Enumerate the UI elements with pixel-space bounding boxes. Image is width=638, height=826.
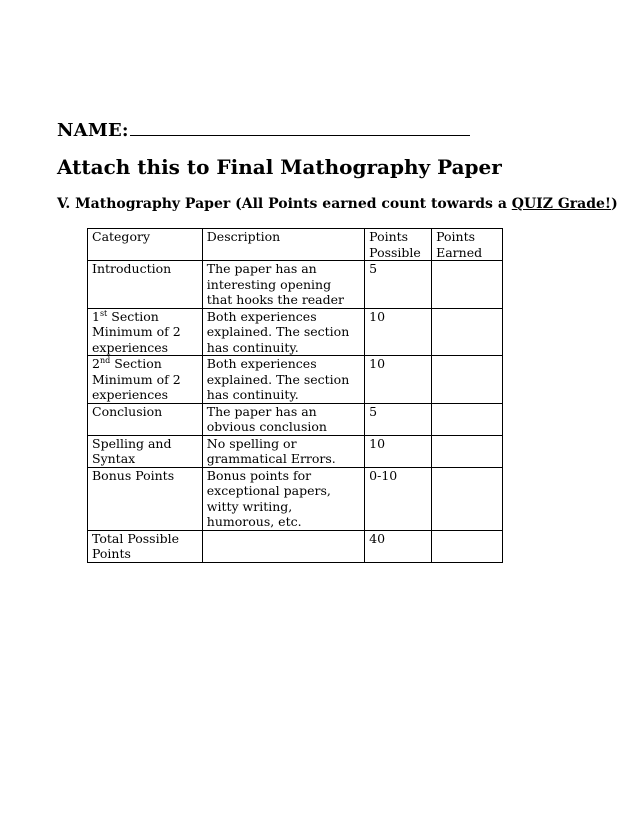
table-row	[88, 261, 503, 309]
row-points-earned	[432, 308, 503, 356]
category-number: 2	[92, 356, 100, 371]
row-points-earned	[432, 403, 503, 435]
category-ordinal: nd	[99, 355, 111, 365]
table-total-row	[88, 530, 503, 562]
header-points-earned: Points Earned	[432, 229, 503, 261]
row-category	[88, 308, 203, 356]
row-points-earned	[432, 261, 503, 309]
row-category: Introduction	[88, 261, 203, 309]
row-points-possible: 10	[365, 308, 432, 356]
row-description: The paper has an interesting opening that hooks the reader	[202, 261, 364, 309]
row-points-possible: 5	[365, 403, 432, 435]
row-category: Total Possible Points	[88, 530, 203, 562]
section-heading	[57, 196, 618, 212]
row-description: No spelling or grammatical Errors.	[202, 435, 364, 467]
row-category	[88, 356, 203, 404]
category-number: 1	[92, 308, 100, 324]
name-blank-line	[130, 121, 470, 136]
table-row	[88, 356, 503, 404]
name-label: NAME:	[57, 120, 129, 141]
category-text: Section Minimum of 2 experiences	[92, 308, 181, 355]
attach-title: Attach this to Final Mathography Paper	[57, 155, 502, 179]
row-points-possible: 10	[365, 435, 432, 467]
row-points-possible: 0-10	[365, 467, 432, 530]
table-header-row	[88, 229, 503, 261]
row-points-earned	[432, 435, 503, 467]
header-description: Description	[202, 229, 364, 261]
header-points-possible: Points Possible	[365, 229, 432, 261]
quiz-grade-text: QUIZ Grade!	[511, 196, 612, 212]
row-category: Bonus Points	[88, 467, 203, 530]
section-heading-suffix: )	[611, 196, 618, 212]
row-points-possible: 10	[365, 356, 432, 404]
row-description	[202, 530, 364, 562]
row-description: Both experiences explained. The section has continuity.	[202, 308, 364, 356]
category-ordinal: st	[99, 308, 108, 318]
row-points-possible: 40	[365, 530, 432, 562]
category-text: Section Minimum of 2 experiences	[92, 356, 181, 402]
row-description: Both experiences explained. The section has continuity.	[202, 356, 364, 404]
rubric-table	[87, 228, 503, 563]
table-row	[88, 435, 503, 467]
row-points-earned	[432, 467, 503, 530]
row-description: The paper has an obvious conclusion	[202, 403, 364, 435]
row-description: Bonus points for exceptional papers, witty writing, humorous, etc.	[202, 467, 364, 530]
header-category: Category	[88, 229, 203, 261]
row-points-possible: 5	[365, 261, 432, 309]
section-heading-prefix: V. Mathography Paper (All Points earned count towards a	[57, 196, 512, 212]
name-field-label	[57, 120, 470, 141]
table-row	[88, 308, 503, 356]
row-category: Conclusion	[88, 403, 203, 435]
row-points-earned	[432, 356, 503, 404]
row-category: Spelling and Syntax	[88, 435, 203, 467]
table-row	[88, 403, 503, 435]
row-points-earned	[432, 530, 503, 562]
table-row	[88, 467, 503, 530]
